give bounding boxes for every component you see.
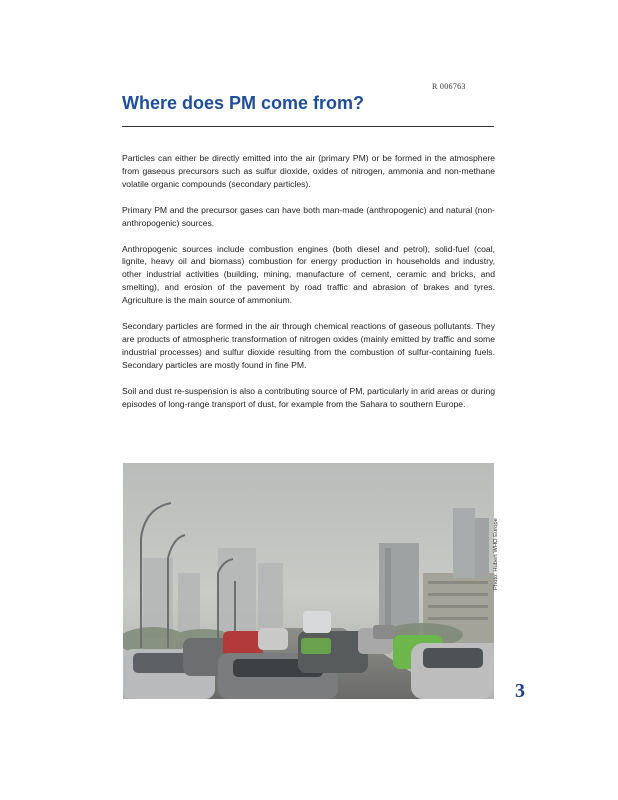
paragraph-man-made-natural: Primary PM and the precursor gases can have both man-made (anthropogenic) and natural (non-anthropogenic) sources. [122, 204, 495, 228]
paragraph-secondary-particles: Secondary particles are formed in the air through chemical reactions of gaseous pollutants. They are products of atmospheric transformation of nitrogen oxides (mainly emitted by traffic and some industrial processes) and sulfur dioxide resulting from the combustion of sulfur-containing fuels. Secondary particles are mostly found in fine PM. [122, 321, 495, 370]
page-title: Where does PM come from? [122, 93, 365, 113]
document-reference-number: R 006763 [432, 82, 466, 91]
paragraph-soil-dust: Soil and dust re-suspension is also a contributing source of PM, particularly in arid areas or during episodes of long-range transport of dust, for example from the Sahara to southern Europe. [122, 385, 495, 409]
smog-traffic-photo [123, 463, 494, 699]
page-number: 3 [515, 680, 525, 702]
photo-credit: Photo: Hubert WHO Europe [493, 518, 499, 590]
paragraph-primary-secondary-pm: Particles can either be directly emitted into the air (primary PM) or be formed in the atmosphere from gaseous precursors such as sulfur dioxide, oxides of nitrogen, ammonia and non-methane volatile organic compounds (secondary particles). [122, 153, 495, 189]
body-text [122, 152, 495, 424]
title-divider [122, 126, 494, 127]
paragraph-anthropogenic-sources: Anthropogenic sources include combustion engines (both diesel and petrol), solid-fuel (coal, lignite, heavy oil and biomass) combustion for energy production in households and industry, other industrial activities (building, mining, manufacture of cement, ceramic and bricks, and smelting), and erosion of the pavement by road traffic and abrasion of brakes and tyres. Agriculture is the main source of ammonium. [122, 243, 495, 306]
